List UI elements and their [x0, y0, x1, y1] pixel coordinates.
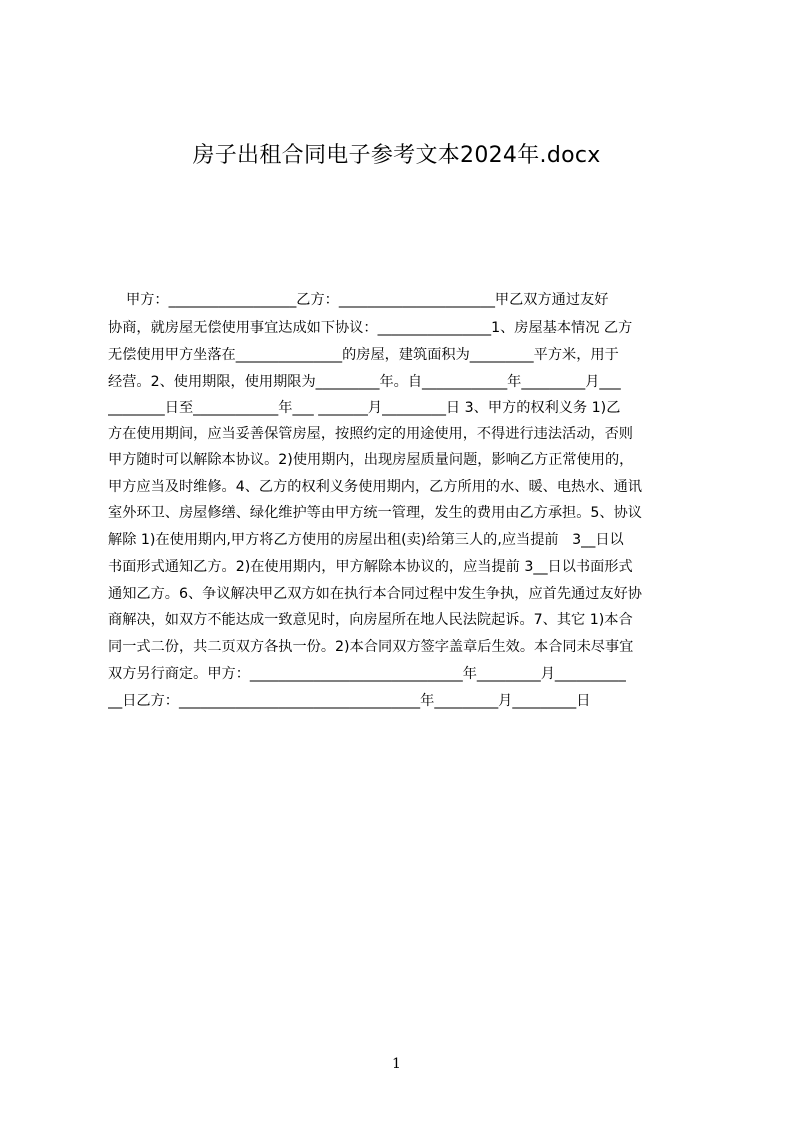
body-line: 甲方：__________________乙方：______________________甲乙双方通过友好: [108, 292, 609, 308]
body-line: 室外环卫、房屋修缮、绿化维护等由甲方统一管理，发生的费用由乙方承担。5、协议: [108, 505, 642, 521]
body-line: 无偿使用甲方坐落在_______________的房屋，建筑面积为_________平方米，用于: [108, 347, 619, 363]
body-line: __日乙方：__________________________________年_________月_________日: [108, 693, 591, 709]
body-line: 方在使用期间，应当妥善保管房屋，按照约定的用途使用，不得进行违法活动，否则: [108, 426, 633, 442]
body-line: 经营。2、使用期限，使用期限为_________年。自____________年_________月___: [108, 374, 621, 390]
body-line: 双方另行商定。甲方：______________________________年_________月__________: [108, 666, 626, 682]
body-line: 甲方随时可以解除本协议。2)使用期内，出现房屋质量问题，影响乙方正常使用的，: [108, 452, 634, 468]
document-title: 房子出租合同电子参考文本2024年.docx: [192, 143, 601, 168]
body-line: 协商，就房屋无偿使用事宜达成如下协议：________________1、房屋基本情况 乙方: [108, 320, 633, 336]
body-line: ________日至____________年___ _______月_________日 3、甲方的权利义务 1)乙: [108, 400, 621, 416]
body-line: 解除 1)在使用期内,甲方将乙方使用的房屋出租(卖)给第三人的,应当提前 3__日以: [108, 532, 624, 548]
body-line: 商解决，如双方不能达成一致意见时，向房屋所在地人民法院起诉。7、其它 1)本合: [108, 612, 633, 628]
body-line: 同一式二份，共二页双方各执一份。2)本合同双方签字盖章后生效。本合同未尽事宜: [108, 639, 634, 655]
body-line: 通知乙方。6、争议解决甲乙双方如在执行本合同过程中发生争执，应首先通过友好协: [108, 586, 642, 602]
body-line: 甲方应当及时维修。4、乙方的权利义务使用期内，乙方所用的水、暖、电热水、通讯: [108, 479, 642, 495]
page-number: 1: [392, 1056, 401, 1072]
body-line: 书面形式通知乙方。2)在使用期内，甲方解除本协议的，应当提前 3__日以书面形式: [108, 559, 633, 575]
